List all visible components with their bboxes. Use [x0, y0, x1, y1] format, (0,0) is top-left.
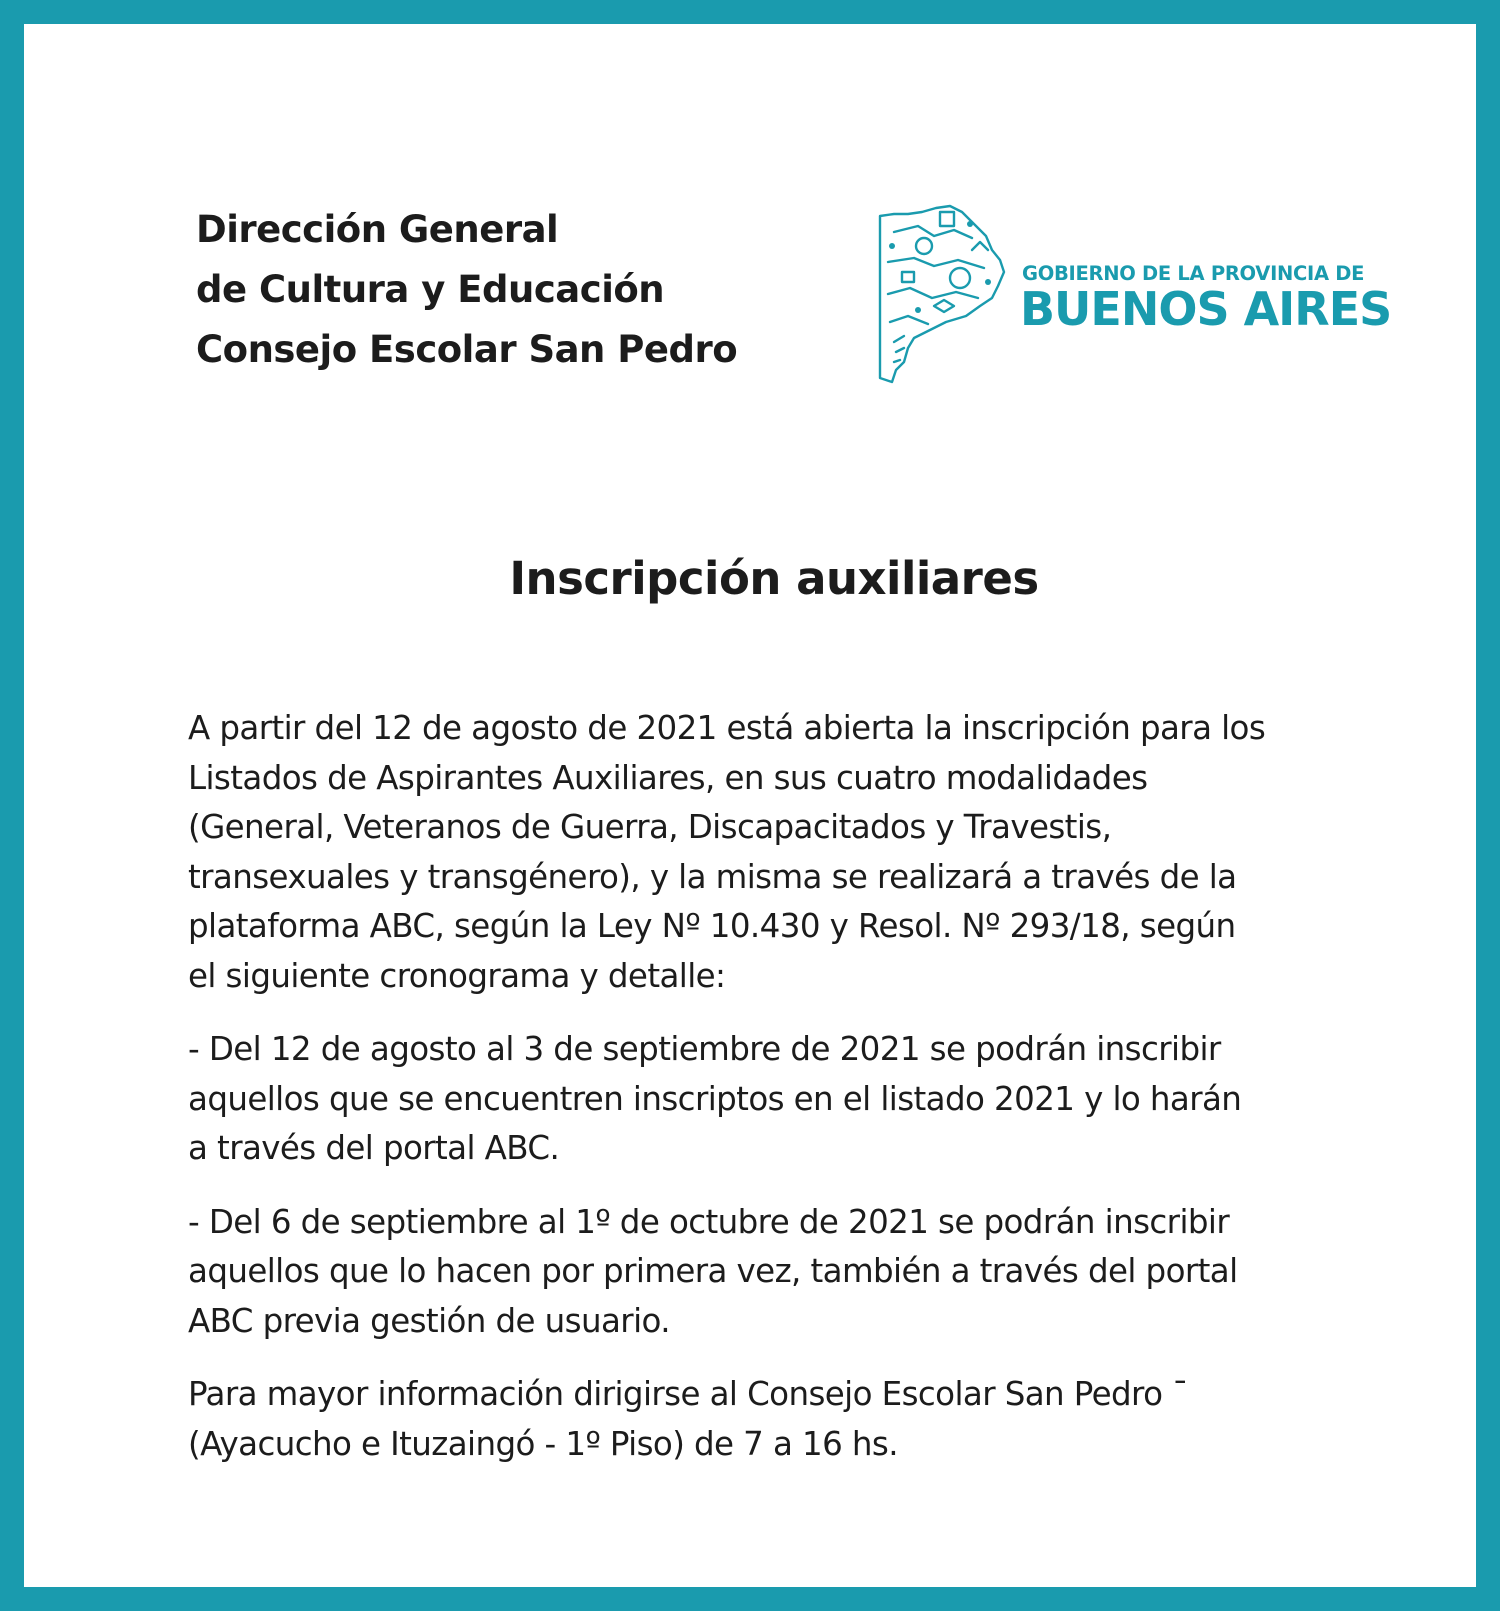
text-line: ABC previa gestión de usuario.: [188, 1301, 670, 1340]
paragraph-intro: [188, 704, 1418, 1001]
buenos-aires-logo: [874, 202, 1392, 386]
text-line: a través del portal ABC.: [188, 1129, 560, 1167]
logo-line-1: GOBIERNO DE LA PROVINCIA DE: [1022, 262, 1365, 285]
text-line: transexuales y transgénero), y la misma se realizará a través de la: [188, 857, 1237, 896]
logo-line-2: BUENOS AIRES: [1020, 282, 1392, 336]
province-map-icon: [874, 202, 1014, 386]
text-line: - Del 12 de agosto al 3 de septiembre de 2021 se podrán inscribir: [188, 1030, 1221, 1068]
notice-title: Inscripción auxiliares: [509, 552, 1039, 605]
text-line: A partir del 12 de agosto de 2021 está abierta la inscripción para los: [188, 709, 1266, 747]
text-line: Listados de Aspirantes Auxiliares, en sus cuatro modalidades: [188, 758, 1148, 797]
org-line-2: de Cultura y Educación: [196, 268, 665, 311]
org-line-1: Dirección General: [196, 208, 559, 251]
text-line: Para mayor información dirigirse al Consejo Escolar San Pedro ¯: [188, 1375, 1188, 1413]
text-line: plataforma ABC, según la Ley Nº 10.430 y Resol. Nº 293/18, según: [188, 907, 1236, 945]
org-line-3: Consejo Escolar San Pedro: [196, 328, 738, 371]
text-line: - Del 6 de septiembre al 1º de octubre de 2021 se podrán inscribir: [188, 1202, 1230, 1241]
text-line: (General, Veteranos de Guerra, Discapacitados y Travestis,: [188, 808, 1112, 846]
text-line: aquellos que se encuentren inscriptos en el listado 2021 y lo harán: [188, 1079, 1242, 1118]
text-line: aquellos que lo hacen por primera vez, también a través del portal: [188, 1252, 1238, 1290]
text-line: el siguiente cronograma y detalle:: [188, 956, 726, 995]
text-line: (Ayacucho e Ituzaingó - 1º Piso) de 7 a 16 hs.: [188, 1424, 898, 1463]
paragraph-contact: [188, 1370, 1418, 1469]
paragraph-schedule-1: [188, 1025, 1418, 1174]
paragraph-schedule-2: [188, 1198, 1418, 1347]
organization-name: [196, 200, 737, 380]
notice-body: [188, 704, 1418, 1493]
